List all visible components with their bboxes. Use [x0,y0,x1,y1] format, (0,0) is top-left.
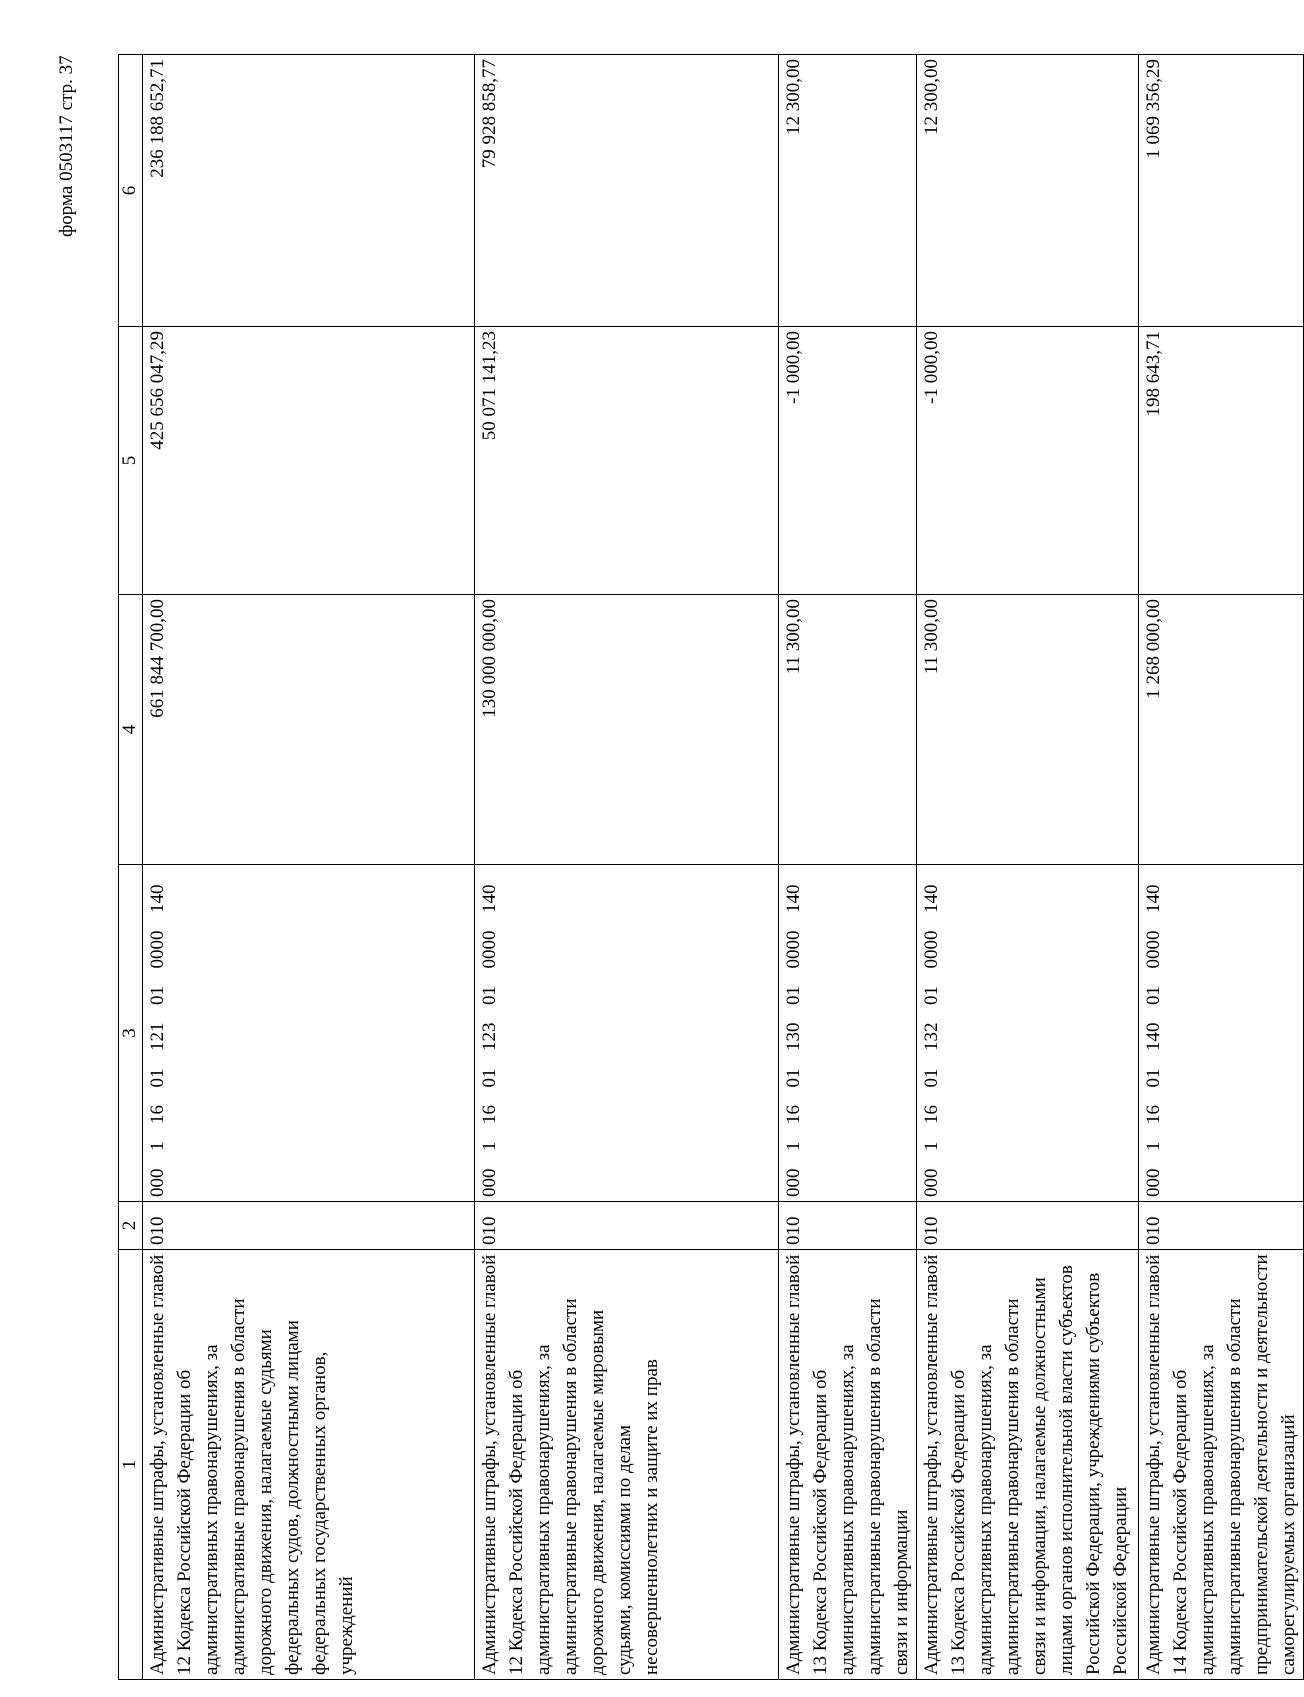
row-approved: 11 300,00 [779,595,917,865]
row-name: Административные штрафы, установленные главой 12 Кодекса Российской Федерации об административных правонарушениях, за административные правонарушения в области дорожного движения, налагаемые мировыми судьями, комиссиями по делам несовершеннолетних и защите их прав [475,1250,779,1680]
row-line-code: 010 [1139,1202,1304,1250]
row-unexecuted: 12 300,00 [779,55,917,327]
row-name: Административные штрафы, установленные главой 12 Кодекса Российской Федерации об административных правонарушениях, за административные правонарушения в области дорожного движения, налагаемые судьями федеральных судов, должностными лицами федеральных государственных органов, учреждений [143,1250,475,1680]
column-header-6: 6 [119,55,143,327]
row-kbk: 000 1 16 01 121 01 0000 140 [143,865,475,1202]
row-kbk: 000 1 16 01 130 01 0000 140 [779,865,917,1202]
form-label: форма 0503117 стр. 37 [56,55,77,237]
report-table [118,54,1304,1680]
table-row [1139,55,1304,1680]
row-unexecuted: 79 928 858,77 [475,55,779,327]
column-header-3: 3 [119,865,143,1202]
row-approved: 661 844 700,00 [143,595,475,865]
row-kbk: 000 1 16 01 140 01 0000 140 [1139,865,1304,1202]
table-row [475,55,779,1680]
row-executed: 198 643,71 [1139,327,1304,595]
row-kbk: 000 1 16 01 123 01 0000 140 [475,865,779,1202]
row-executed: -1 000,00 [917,327,1139,595]
column-header-2: 2 [119,1202,143,1250]
table-row [143,55,475,1680]
header-row [119,55,143,1680]
row-approved: 1 268 000,00 [1139,595,1304,865]
table-row [779,55,917,1680]
row-unexecuted: 236 188 652,71 [143,55,475,327]
row-name: Административные штрафы, установленные главой 13 Кодекса Российской Федерации об административных правонарушениях, за административные правонарушения в области связи и информации, налагаемые должностными лицами органов исполнительной власти субъектов Российской Федерации, учреждениями субъектов Российской Федерации [917,1250,1139,1680]
row-unexecuted: 12 300,00 [917,55,1139,327]
row-line-code: 010 [779,1202,917,1250]
row-executed: 425 656 047,29 [143,327,475,595]
column-header-4: 4 [119,595,143,865]
row-unexecuted: 1 069 356,29 [1139,55,1304,327]
column-header-5: 5 [119,327,143,595]
row-executed: 50 071 141,23 [475,327,779,595]
row-line-code: 010 [917,1202,1139,1250]
row-executed: -1 000,00 [779,327,917,595]
row-line-code: 010 [475,1202,779,1250]
table-row [917,55,1139,1680]
row-approved: 130 000 000,00 [475,595,779,865]
row-approved: 11 300,00 [917,595,1139,865]
row-line-code: 010 [143,1202,475,1250]
row-name: Административные штрафы, установленные главой 14 Кодекса Российской Федерации об административных правонарушениях, за административные правонарушения в области предпринимательской деятельности и деятельности саморегулируемых организаций [1139,1250,1304,1680]
column-header-1: 1 [119,1250,143,1680]
row-kbk: 000 1 16 01 132 01 0000 140 [917,865,1139,1202]
row-name: Административные штрафы, установленные главой 13 Кодекса Российской Федерации об административных правонарушениях, за административные правонарушения в области связи и информации [779,1250,917,1680]
